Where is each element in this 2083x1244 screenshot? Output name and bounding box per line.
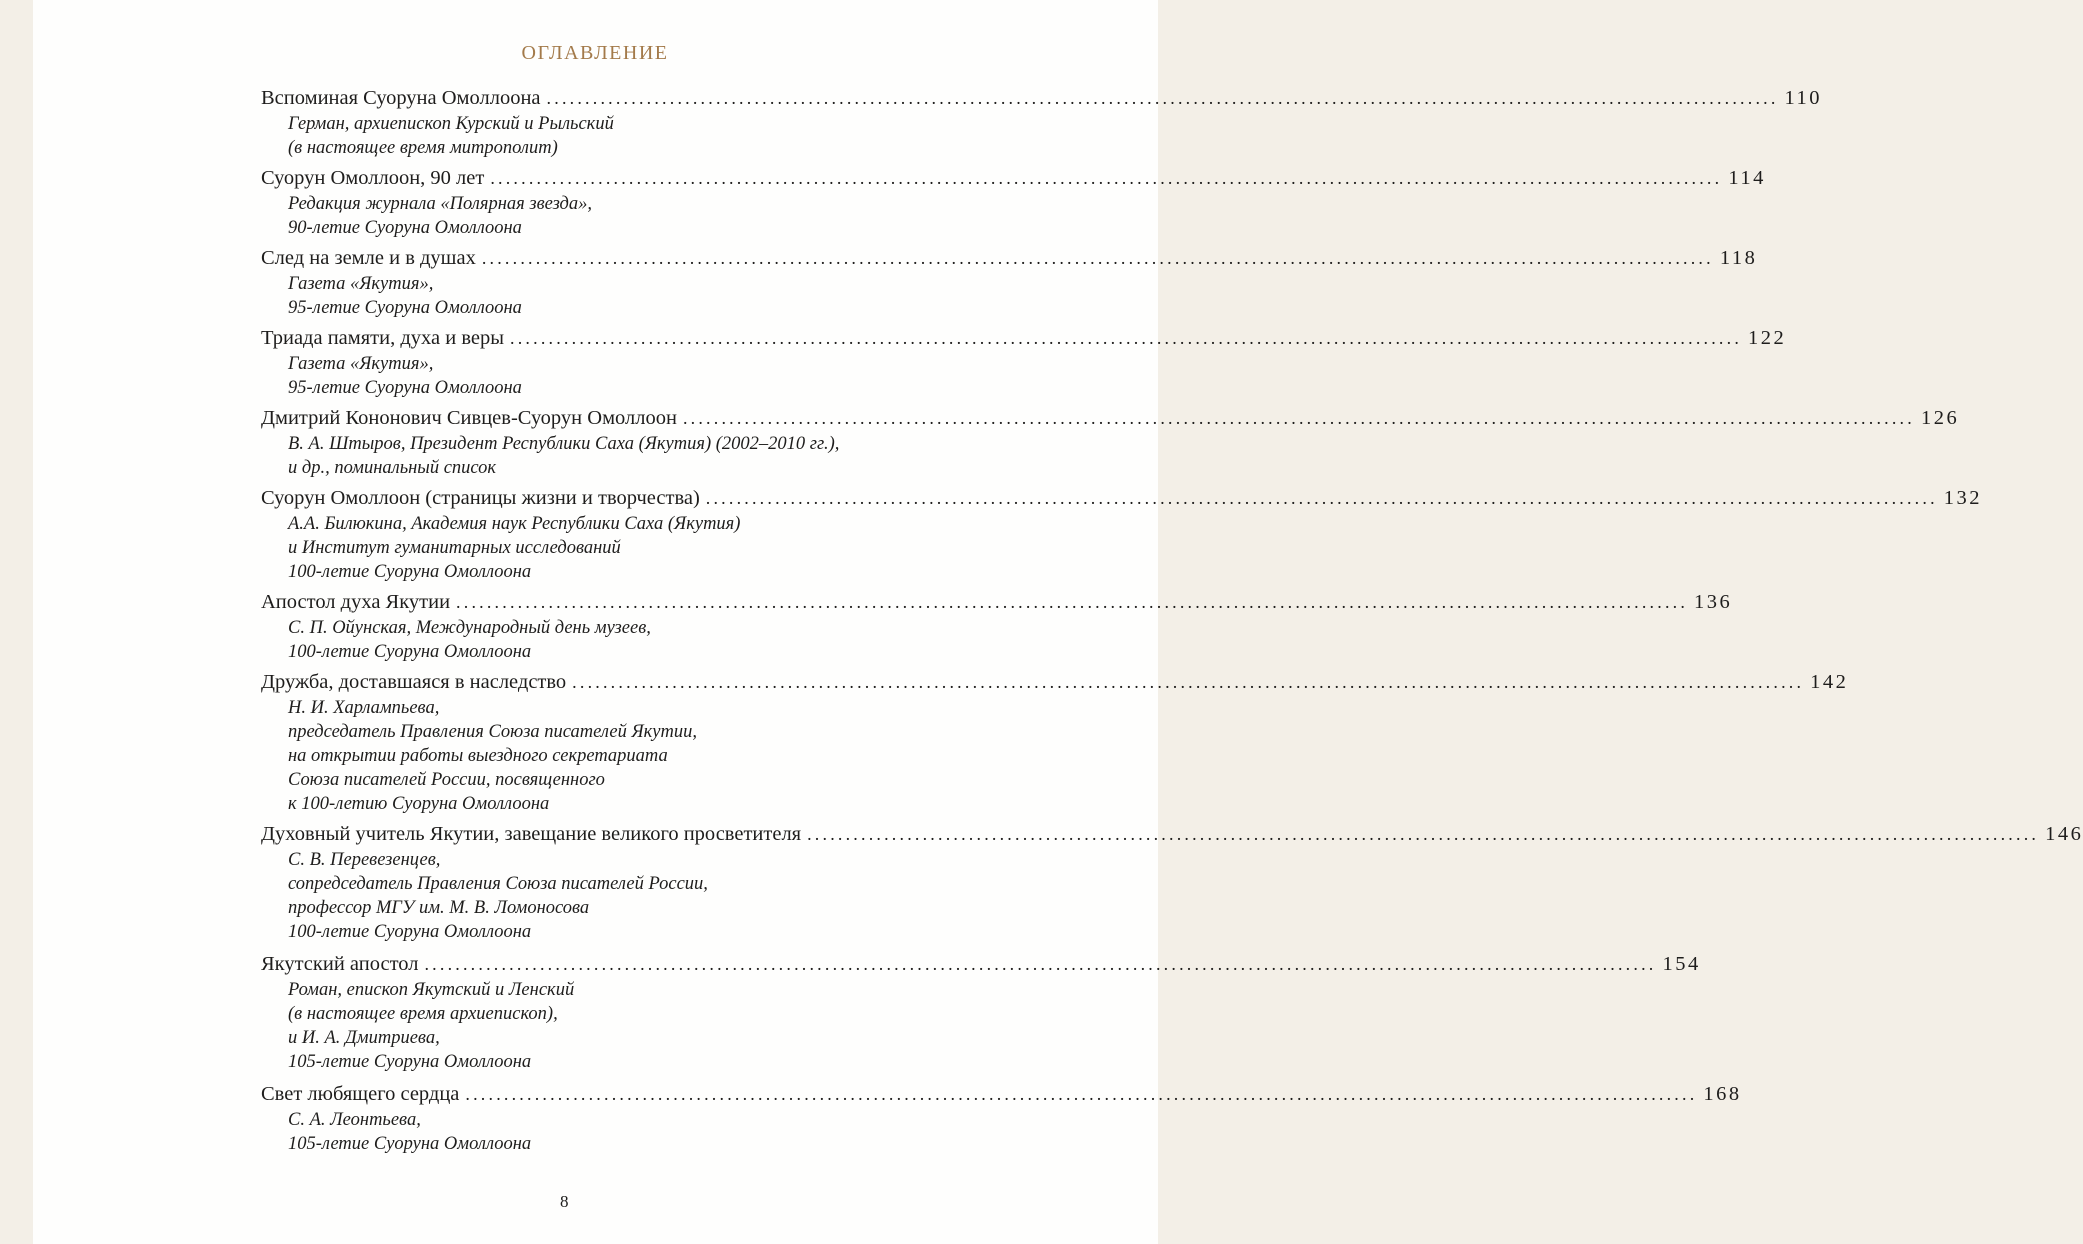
dot-leader: ................................................................................................................................................................	[807, 824, 2040, 844]
toc-entry-page-number: 122	[1748, 327, 1787, 349]
toc-entry-description-line: на открытии работы выездного секретариата	[288, 746, 668, 766]
toc-entry-description-line: Редакция журнала «Полярная звезда»,	[288, 194, 593, 214]
toc-entry-page-number: 114	[1728, 167, 1766, 189]
toc-entry-description-line: профессор МГУ им. М. В. Ломоносова	[288, 898, 590, 918]
toc-entry	[261, 484, 1983, 584]
toc-entry-title-line	[261, 484, 1983, 512]
toc-entry-page-number: 110	[1784, 87, 1823, 109]
toc-entry-page-number: 168	[1703, 1083, 1742, 1105]
toc-entry-title-line	[261, 164, 1766, 192]
toc-entry-title: Духовный учитель Якутии, завещание великого просветителя	[261, 823, 802, 845]
toc-entry-title-line	[261, 84, 1823, 112]
toc-entry-title: Суорун Омоллоон, 90 лет	[261, 167, 485, 189]
toc-entry-title-line	[261, 244, 1758, 272]
toc-entry-page-number: 118	[1719, 247, 1758, 269]
toc-entry-title-line	[261, 588, 1733, 616]
toc-entry-page-number: 146	[2045, 823, 2083, 845]
toc-entry-description-line: 95-летие Суоруна Омоллоона	[288, 378, 522, 398]
toc-entry-description	[261, 848, 1003, 944]
toc-entry-description	[261, 1108, 1003, 1156]
toc-entry	[261, 820, 2083, 944]
toc-entry-title: Дружба, доставшаяся в наследство	[261, 671, 567, 693]
table-of-contents	[261, 84, 2083, 1160]
toc-entry-description	[261, 192, 1003, 240]
toc-entry	[261, 588, 1733, 664]
toc-entry-description	[261, 978, 1003, 1074]
toc-entry	[261, 404, 1960, 480]
toc-entry-description-line: сопредседатель Правления Союза писателей России,	[288, 874, 708, 894]
toc-heading: ОГЛАВЛЕНИЕ	[521, 42, 669, 64]
dot-leader: ................................................................................................................................................................	[682, 408, 1915, 428]
toc-entry-description-line: (в настоящее время митрополит)	[288, 138, 558, 158]
toc-entry-description-line: С. В. Перевезенцев,	[288, 850, 441, 870]
toc-entry-page-number: 136	[1694, 591, 1733, 613]
toc-entry-description-line: (в настоящее время архиепископ),	[288, 1004, 558, 1024]
toc-entry-description-line: Роман, епископ Якутский и Ленский	[288, 980, 575, 1000]
dot-leader: ................................................................................................................................................................	[572, 672, 1805, 692]
toc-entry-page-number: 142	[1810, 671, 1849, 693]
toc-entry-title: След на земле и в душах	[261, 247, 476, 269]
toc-entry-title-line	[261, 820, 2083, 848]
toc-entry-title-line	[261, 324, 1787, 352]
toc-entry-description-line: Н. И. Харлампьева,	[288, 698, 440, 718]
dot-leader: ................................................................................................................................................................	[705, 488, 1938, 508]
toc-entry-title: Свет любящего сердца	[261, 1083, 460, 1105]
dot-leader: ................................................................................................................................................................	[424, 954, 1657, 974]
toc-entry	[261, 164, 1766, 240]
toc-entry-description-line: к 100-летию Суоруна Омоллоона	[288, 794, 550, 814]
toc-entry-title: Триада памяти, духа и веры	[261, 327, 505, 349]
dot-leader: ................................................................................................................................................................	[456, 592, 1689, 612]
toc-entry-description-line: 105-летие Суоруна Омоллоона	[288, 1134, 532, 1154]
toc-entry-description-line: Газета «Якутия»,	[288, 274, 434, 294]
toc-entry-description-line: 100-летие Суоруна Омоллоона	[288, 922, 532, 942]
toc-entry-description-line: и И. А. Дмитриева,	[288, 1028, 440, 1048]
toc-entry-description-line: 100-летие Суоруна Омоллоона	[288, 642, 532, 662]
toc-entry-page-number: 126	[1920, 407, 1960, 429]
toc-entry-title: Дмитрий Кононович Сивцев-Суорун Омоллоон	[261, 407, 677, 429]
page-number: 8	[560, 1192, 569, 1211]
toc-entry-description	[261, 432, 1003, 480]
toc-entry-description-line: председатель Правления Союза писателей Якутии,	[288, 722, 698, 742]
toc-entry	[261, 324, 1787, 400]
toc-entry	[261, 84, 1823, 160]
toc-entry-description	[261, 696, 1003, 816]
dot-leader: ................................................................................................................................................................	[481, 248, 1714, 268]
toc-entry-description-line: 95-летие Суоруна Омоллоона	[288, 298, 522, 318]
toc-entry-title: Суорун Омоллоон (страницы жизни и творчества)	[261, 487, 700, 509]
toc-entry-title: Якутский апостол	[261, 953, 419, 975]
toc-entry	[261, 950, 1701, 1074]
toc-entry-description	[261, 352, 1003, 400]
dot-leader: ................................................................................................................................................................	[546, 88, 1779, 108]
toc-entry-description	[261, 616, 1003, 664]
toc-entry-description-line: В. А. Штыров, Президент Республики Саха (Якутия) (2002–2010 гг.),	[288, 434, 840, 454]
toc-entry-description-line: Герман, архиепископ Курский и Рыльский	[288, 114, 614, 134]
toc-entry-description-line: А.А. Билюкина, Академия наук Республики Саха (Якутия)	[288, 514, 741, 534]
toc-entry-title: Вспоминая Суоруна Омоллоона	[261, 87, 541, 109]
toc-entry-title-line	[261, 950, 1701, 978]
dot-leader: ................................................................................................................................................................	[465, 1084, 1698, 1104]
toc-entry-description-line: 105-летие Суоруна Омоллоона	[288, 1052, 532, 1072]
toc-entry-description-line: и Институт гуманитарных исследований	[288, 538, 621, 558]
toc-entry-description	[261, 512, 1003, 584]
toc-entry-description-line: С. П. Ойунская, Международный день музеев,	[288, 618, 651, 638]
toc-entry-description-line: 90-летие Суоруна Омоллоона	[288, 218, 522, 238]
toc-entry-description-line: Союза писателей России, посвященного	[288, 770, 605, 790]
toc-entry-description-line: 100-летие Суоруна Омоллоона	[288, 562, 532, 582]
toc-entry-description-line: Газета «Якутия»,	[288, 354, 434, 374]
toc-entry-title: Апостол духа Якутии	[261, 591, 451, 613]
toc-entry-page-number: 154	[1662, 953, 1701, 975]
toc-entry-page-number: 132	[1943, 487, 1983, 509]
toc-entry-title-line	[261, 1080, 1742, 1108]
toc-entry	[261, 668, 1849, 816]
toc-entry	[261, 1080, 1742, 1156]
toc-entry-description	[261, 272, 1003, 320]
toc-entry-description-line: и др., поминальный список	[288, 458, 497, 478]
toc-entry-description	[261, 112, 1003, 160]
toc-entry-description-line: С. А. Леонтьева,	[288, 1110, 421, 1130]
dot-leader: ................................................................................................................................................................	[510, 328, 1743, 348]
toc-entry	[261, 244, 1758, 320]
toc-entry-title-line	[261, 404, 1960, 432]
toc-entry-title-line	[261, 668, 1849, 696]
dot-leader: ................................................................................................................................................................	[490, 168, 1723, 188]
